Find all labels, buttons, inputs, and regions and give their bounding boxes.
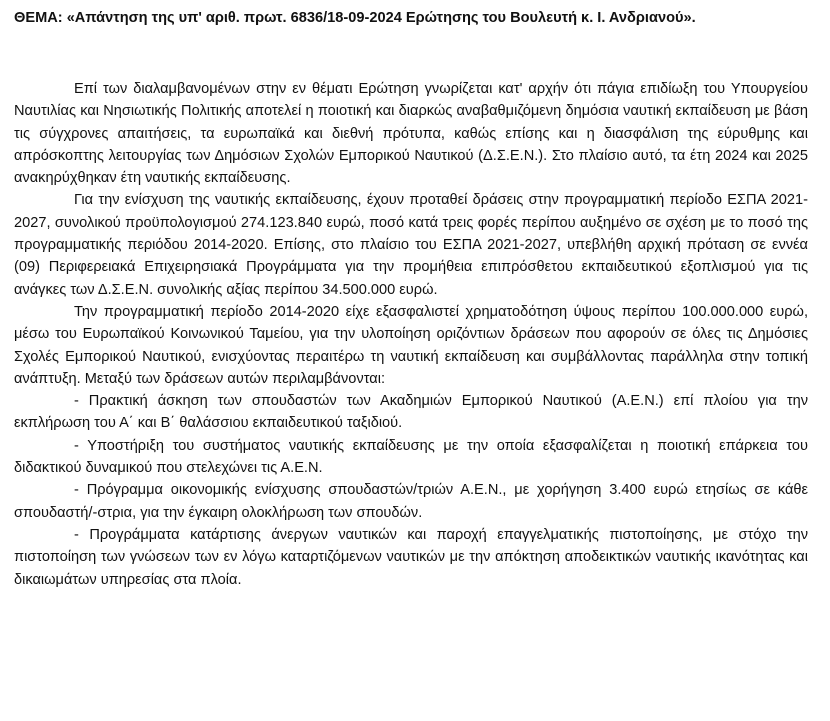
list-item-student-support: - Πρόγραμμα οικονομικής ενίσχυσης σπουδαστών/τριών Α.Ε.Ν., με χορήγηση 3.400 ευρώ ετησίως σε κάθε σπουδαστή/-στρια, για την έγκαιρη ολοκλήρωση των σπουδών. [14, 482, 808, 521]
list-item-practical-training: - Πρακτική άσκηση των σπουδαστών των Ακαδημιών Εμπορικού Ναυτικού (Α.Ε.Ν.) επί πλοίου για την εκπλήρωση του Α΄ και Β΄ θαλάσσιου εκπαιδευτικού ταξιδιού. [14, 393, 808, 432]
document-subject: ΘΕΜΑ: «Απάντηση της υπ' αριθ. πρωτ. 6836/18-09-2024 Ερώτησης του Βουλευτή κ. Ι. Ανδριανού». [14, 10, 696, 26]
paragraph-espa-2014-2020: Την προγραμματική περίοδο 2014-2020 είχε εξασφαλιστεί χρηματοδότηση ύψους περίπου 100.000.000 ευρώ, μέσω του Ευρωπαϊκού Κοινωνικού Ταμείου, για την υλοποίηση οριζόντιων δράσεων που αφορούν σε όλες τις Δημόσιες Σχολές Εμπορικού Ναυτικού, ενισχύοντας περαιτέρω τη ναυτική εκπαίδευση και συμβάλλοντας παράλληλα στην τοπική ανάπτυξη. Μεταξύ των δράσεων αυτών περιλαμβάνονται: [14, 303, 808, 387]
list-item-unemployed-training: - Προγράμματα κατάρτισης άνεργων ναυτικών και παροχή επαγγελματικής πιστοποίησης, με στόχο την πιστοποίηση των γνώσεων των εν λόγω καταρτιζόμενων ναυτικών με την απόκτηση αποδεικτικών ναυτικής ικανότητας και δικαιωμάτων υπηρεσίας στα πλοία. [14, 526, 808, 588]
paragraph-espa-2021-2027: Για την ενίσχυση της ναυτικής εκπαίδευσης, έχουν προταθεί δράσεις στην προγραμματική περίοδο ΕΣΠΑ 2021-2027, συνολικού προϋπολογισμού 274.123.840 ευρώ, ποσό κατά τρεις φορές περίπου αυξημένο σε σχέση με το ποσό της προγραμματικής περιόδου 2014-2020. Επίσης, στο πλαίσιο του ΕΣΠΑ 2021-2027, υπεβλήθη αρχική πρόταση σε εννέα (09) Περιφερειακά Επιχειρησιακά Προγράμματα για την προμήθεια επιπρόσθετου εκπαιδευτικού εξοπλισμού για τις ανάγκες των Δ.Σ.Ε.Ν. συνολικής αξίας περίπου 34.500.000 ευρώ. [14, 192, 808, 298]
document-body [14, 78, 808, 591]
list-item-teaching-staff: - Υποστήριξη του συστήματος ναυτικής εκπαίδευσης με την οποία εξασφαλίζεται η ποιοτική επάρκεια του διδακτικού δυναμικού που στελεχώνει τις Α.Ε.Ν. [14, 437, 808, 477]
paragraph-intro: Επί των διαλαμβανομένων στην εν θέματι Ερώτηση γνωρίζεται κατ' αρχήν ότι πάγια επιδίωξη του Υπουργείου Ναυτιλίας και Νησιωτικής Πολιτικής αποτελεί η ποιοτική και διαρκώς αναβαθμιζόμενη δημόσια ναυτική εκπαίδευση με βάση τις σύγχρονες απαιτήσεις, τα ευρωπαϊκά και διεθνή πρότυπα, καθώς επίσης και η διασφάλιση της εύρυθμης και απρόσκοπτης λειτουργίας των Δημόσιων Σχολών Εμπορικού Ναυτικού (Δ.Σ.Ε.Ν.). Στο πλαίσιο αυτό, τα έτη 2024 και 2025 ανακηρύχθηκαν έτη ναυτικής εκπαίδευσης. [14, 81, 808, 187]
